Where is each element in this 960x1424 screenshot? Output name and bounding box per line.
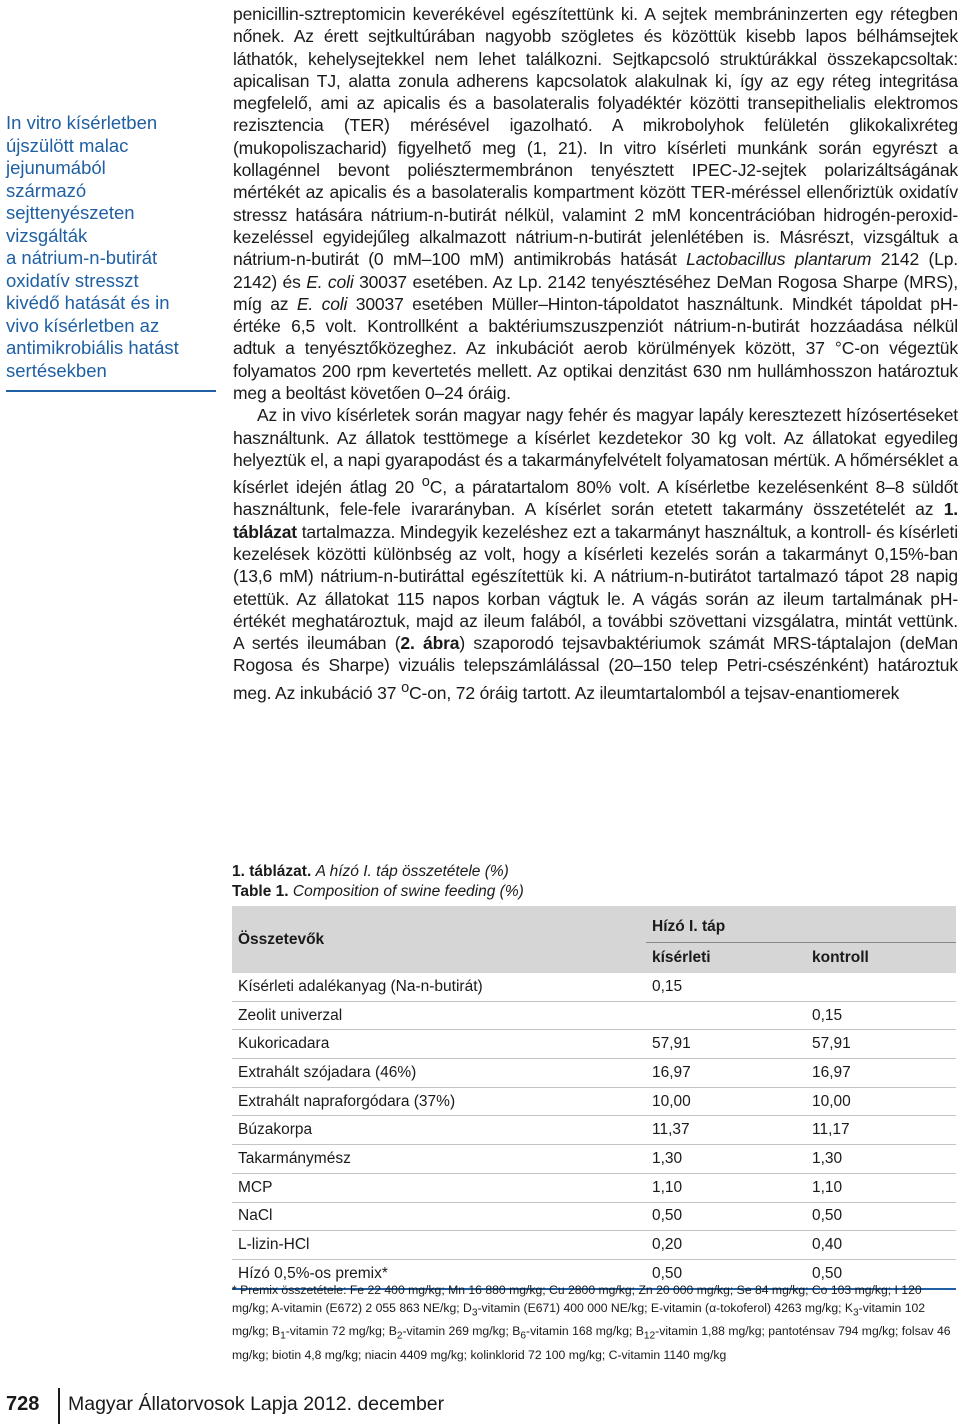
control-value-cell: 16,97 <box>812 1063 851 1081</box>
title-line: a nátrium-n-butirát <box>6 247 158 268</box>
header-experimental: kísérleti <box>646 943 806 974</box>
caption-hu <box>232 862 952 882</box>
title-line: újszülött malac <box>6 134 129 156</box>
experimental-value-cell: 1,10 <box>652 1178 683 1196</box>
table-row <box>232 1030 956 1059</box>
body-text <box>233 3 958 704</box>
text-run: -vitamin 269 mg/kg; B <box>402 1324 521 1339</box>
header-control: kontroll <box>806 943 956 974</box>
degree-sign: o <box>401 679 410 696</box>
text-run: 30037 esetében Müller–Hinton-tápoldatot használtunk. Mindkét tápoldat pH-értéke 6,5 volt. Kontrollként a baktériumszuszpenziót nátrium-n-butirát hozzáadása nélkül adtuk a tenyésztőközeghez. Az inkubációt aerob körülmények között, 37 °C-on végeztük folyamatos 200 rpm kevertetés mellett. Az optikai denzitást 630 nm hullámhosszon határoztuk meg a beoltást követően 0–24 óráig. <box>233 293 958 404</box>
degree-sign: o <box>421 474 430 491</box>
ingredient-cell: Kísérleti adalékanyag (Na-n-butirát) <box>238 977 483 995</box>
feed-composition-table <box>232 906 956 1290</box>
table-row <box>232 1059 956 1088</box>
subscript: 3 <box>853 1307 859 1319</box>
sidebar-article-title <box>6 112 216 392</box>
table-row <box>232 1116 956 1145</box>
experimental-value-cell: 0,20 <box>652 1236 683 1254</box>
title-line: sertésekben <box>6 359 107 381</box>
page-number: 728 <box>6 1393 40 1415</box>
table-row <box>232 1202 956 1231</box>
title-line: sejttenyészeten <box>6 202 135 223</box>
ingredient-cell: Zeolit univerzal <box>238 1006 343 1024</box>
species-name: E. coli <box>296 293 348 314</box>
title-line: jejunumából <box>6 157 106 178</box>
title-line: kivédő hatását és in <box>6 292 170 313</box>
control-value-cell: 1,10 <box>812 1178 843 1196</box>
text-run: 2142 (Lp. 2142) és <box>233 249 959 292</box>
title-line: oxidatív stresszt <box>6 269 139 291</box>
table-reference: 1. táblázat <box>233 499 958 542</box>
figure-reference: 2. ábra <box>400 633 460 654</box>
paragraph-methods-in-vivo <box>233 404 958 704</box>
species-name: E. coli <box>306 271 354 292</box>
ingredient-cell: Hízó 0,5%-os premix* <box>238 1264 388 1282</box>
title-line: vizsgálták <box>6 224 88 246</box>
text-run: -vitamin 168 mg/kg; B <box>526 1324 644 1339</box>
header-group: Hízó I. táp <box>646 906 956 943</box>
subscript: 12 <box>643 1330 656 1342</box>
text-run: -vitamin 1,88 mg/kg; pantoténsav 794 mg/kg; folsav 46 mg/kg; biotin 4,8 mg/kg; niacin 4409 mg/kg; kolinklorid 72 100 mg/kg; C-vitamin 1140 mg/kg <box>232 1324 951 1362</box>
subscript: 3 <box>471 1307 478 1319</box>
control-value-cell: 10,00 <box>812 1092 851 1110</box>
caption-text: Composition of swine feeding (%) <box>292 883 524 900</box>
table-row <box>232 973 956 1001</box>
title-line: vivo kísérletben az <box>6 314 160 336</box>
control-value-cell: 57,91 <box>812 1035 851 1053</box>
table-body <box>232 973 956 1289</box>
control-value-cell: 0,50 <box>812 1207 843 1225</box>
ingredient-cell: Extrahált napraforgódara (37%) <box>238 1092 456 1110</box>
ingredient-cell: Extrahált szójadara (46%) <box>238 1063 417 1081</box>
control-value-cell: 0,15 <box>812 1006 843 1024</box>
footer-divider <box>58 1388 60 1424</box>
text-run: C-on, 72 óráig tartott. Az ileumtartalomból a tejsav-enantiomerek <box>409 682 900 703</box>
experimental-value-cell: 10,00 <box>652 1092 691 1110</box>
caption-text: A hízó I. táp összetétele (%) <box>315 863 509 880</box>
text-run: -vitamin 102 mg/kg; B <box>232 1301 926 1339</box>
table-row <box>232 1145 956 1174</box>
text-run: -vitamin (E671) 400 000 NE/kg; E-vitamin (α-tokoferol) 4263 mg/kg; K <box>477 1301 854 1315</box>
table-caption <box>232 862 952 902</box>
title-line: származó <box>6 179 87 201</box>
title-line: antimikrobiális hatást <box>6 337 179 358</box>
text-run: ) szaporodó tejsavbaktériumok számát MRS-táptalajon (deMan Rogosa és Sharpe) vizuális telepszámlálással (20–150 telep Petri-csészénként) határoztuk meg. Az inkubáció 37 <box>233 633 958 703</box>
control-value-cell: 0,50 <box>812 1264 843 1282</box>
ingredient-cell: Búzakorpa <box>238 1121 313 1139</box>
caption-number: 1. táblázat. <box>232 863 312 880</box>
experimental-value-cell: 0,50 <box>652 1207 683 1225</box>
journal-name: Magyar Állatorvosok Lapja 2012. december <box>68 1393 445 1415</box>
ingredient-cell: L-lizin-HCl <box>238 1236 310 1254</box>
ingredient-cell: Kukoricadara <box>238 1035 330 1053</box>
caption-number: Table 1. <box>232 883 289 900</box>
caption-en <box>232 882 952 902</box>
table-row <box>232 1231 956 1260</box>
ingredient-cell: MCP <box>238 1178 273 1196</box>
control-value-cell: 11,17 <box>812 1121 850 1139</box>
experimental-value-cell: 0,15 <box>652 977 683 995</box>
text-run: penicillin-sztreptomicin keverékével egészítettünk ki. A sejtek membráninzerten egy rétegben nőnek. Az érett sejtkultúrában nagyobb szögletes és közöttük kisebb lapos bélhámsejtek láthatók, kehelysejtekkel nem lehet találkozni. Sejtkapcsoló struktúrákkal összekapcsoltak: apicalisan TJ, alatta zonula adherens kapcsolatok alakulnak ki, így az egy réteg integritása megfelelő, ami az apicalis és a basolateralis folyadéktér közötti transepithelialis elektromos rezisztencia (TER) mérésével igazolható. A mikrobolyhok felületén glikokalixréteg (mukopoliszacharid) figyelhető meg (1, 21). In vitro kísérleti munkánk során egyrészt a kollagénnel bevont poliésztermembránon tenyésztett IPEC-J2-sejtek polarizáltságának mértékét az apicalis és a basolateralis kompartment között TER-méréssel ellenőriztük oxidatív stressz hatására nátrium-n-butirát nélkül, valamint 2 mM koncentrációban hidrogén-peroxid-kezeléssel egyidejűleg alkalmazott nátrium-n-butirát jelenlétében is. Másrészt, vizsgáltuk a nátrium-n-butirát (0 mM–100 mM) antimikrobás hatását <box>233 4 958 270</box>
subscript: 1 <box>280 1330 286 1342</box>
text-run: tartalmazza. Mindegyik kezeléshez ezt a takarmányt használtuk, a kontroll- és kísérleti kezelések közötti különbség az volt, hogy a kísérleti kezelés során a takarmányt 0,15%-ban (13,6 mM) nátrium-n-butiráttal egészítettük ki. A nátrium-n-butirátot tartalmazó tápot 28 napig etettük. Az állatokat 115 napos korban vágtuk le. A vágás során az ileum tartalmának pH-értékét meghatároztuk, majd az ileum falából, a további szövettani vizsgálatra, mintát vettünk. A sertés ileumában ( <box>233 521 958 654</box>
page-footer <box>0 1388 600 1424</box>
table-row <box>232 1087 956 1116</box>
experimental-value-cell: 11,37 <box>652 1121 690 1139</box>
ingredient-cell: NaCl <box>238 1207 273 1225</box>
text-run: 30037 esetében. Az Lp. 2142 tenyésztéséhez DeMan Rogosa Sharpe (MRS), míg az <box>233 271 958 314</box>
control-value-cell: 1,30 <box>812 1149 843 1167</box>
experimental-value-cell <box>646 1001 806 1030</box>
table-row <box>232 1001 956 1030</box>
ingredient-cell: Takarmánymész <box>238 1149 351 1167</box>
control-value-cell: 0,40 <box>812 1236 843 1254</box>
control-value-cell <box>806 973 956 1001</box>
title-line: In vitro kísérletben <box>6 112 158 133</box>
table-row <box>232 1173 956 1202</box>
experimental-value-cell: 57,91 <box>652 1035 691 1053</box>
subscript: 6 <box>520 1330 527 1342</box>
experimental-value-cell: 16,97 <box>652 1063 691 1081</box>
article-title <box>6 112 216 382</box>
header-ingredients: Összetevők <box>232 906 646 973</box>
text-run: C, a páratartalom 80% volt. A kísérletbe kezelésenként 8–8 süldőt használtunk, fele-fele ivararányban. A kísérlet során etetett takarmány összetételét az <box>233 477 958 520</box>
experimental-value-cell: 1,30 <box>652 1149 683 1167</box>
text-run: Az in vivo kísérletek során magyar nagy fehér és magyar lapály keresztezett hízósertéseket használtunk. Az állatok testtömege a kísérlet kezdetekor 30 kg volt. Az állatokat egyedileg helyeztük el, a napi gyarapodást és a takarmányfelvételt folyamatosan mértük. A hőmérséklet a kísérlet idején átlag 20 <box>233 405 958 498</box>
species-name: Lactobacillus plantarum <box>686 249 872 270</box>
experimental-value-cell: 0,50 <box>652 1264 683 1282</box>
table-footnote <box>232 1281 957 1364</box>
paragraph-methods-in-vitro <box>233 3 958 404</box>
subscript: 2 <box>396 1330 403 1342</box>
text-run: * Premix összetétele: Fe 22 400 mg/kg; Mn 16 880 mg/kg; Cu 2800 mg/kg; Zn 20 000 mg/kg; Se 84 mg/kg; Co 103 mg/kg; I 120 mg/kg; A-vitamin (E672) 2 055 863 NE/kg; D <box>232 1283 922 1315</box>
text-run: -vitamin 72 mg/kg; B <box>285 1324 397 1339</box>
